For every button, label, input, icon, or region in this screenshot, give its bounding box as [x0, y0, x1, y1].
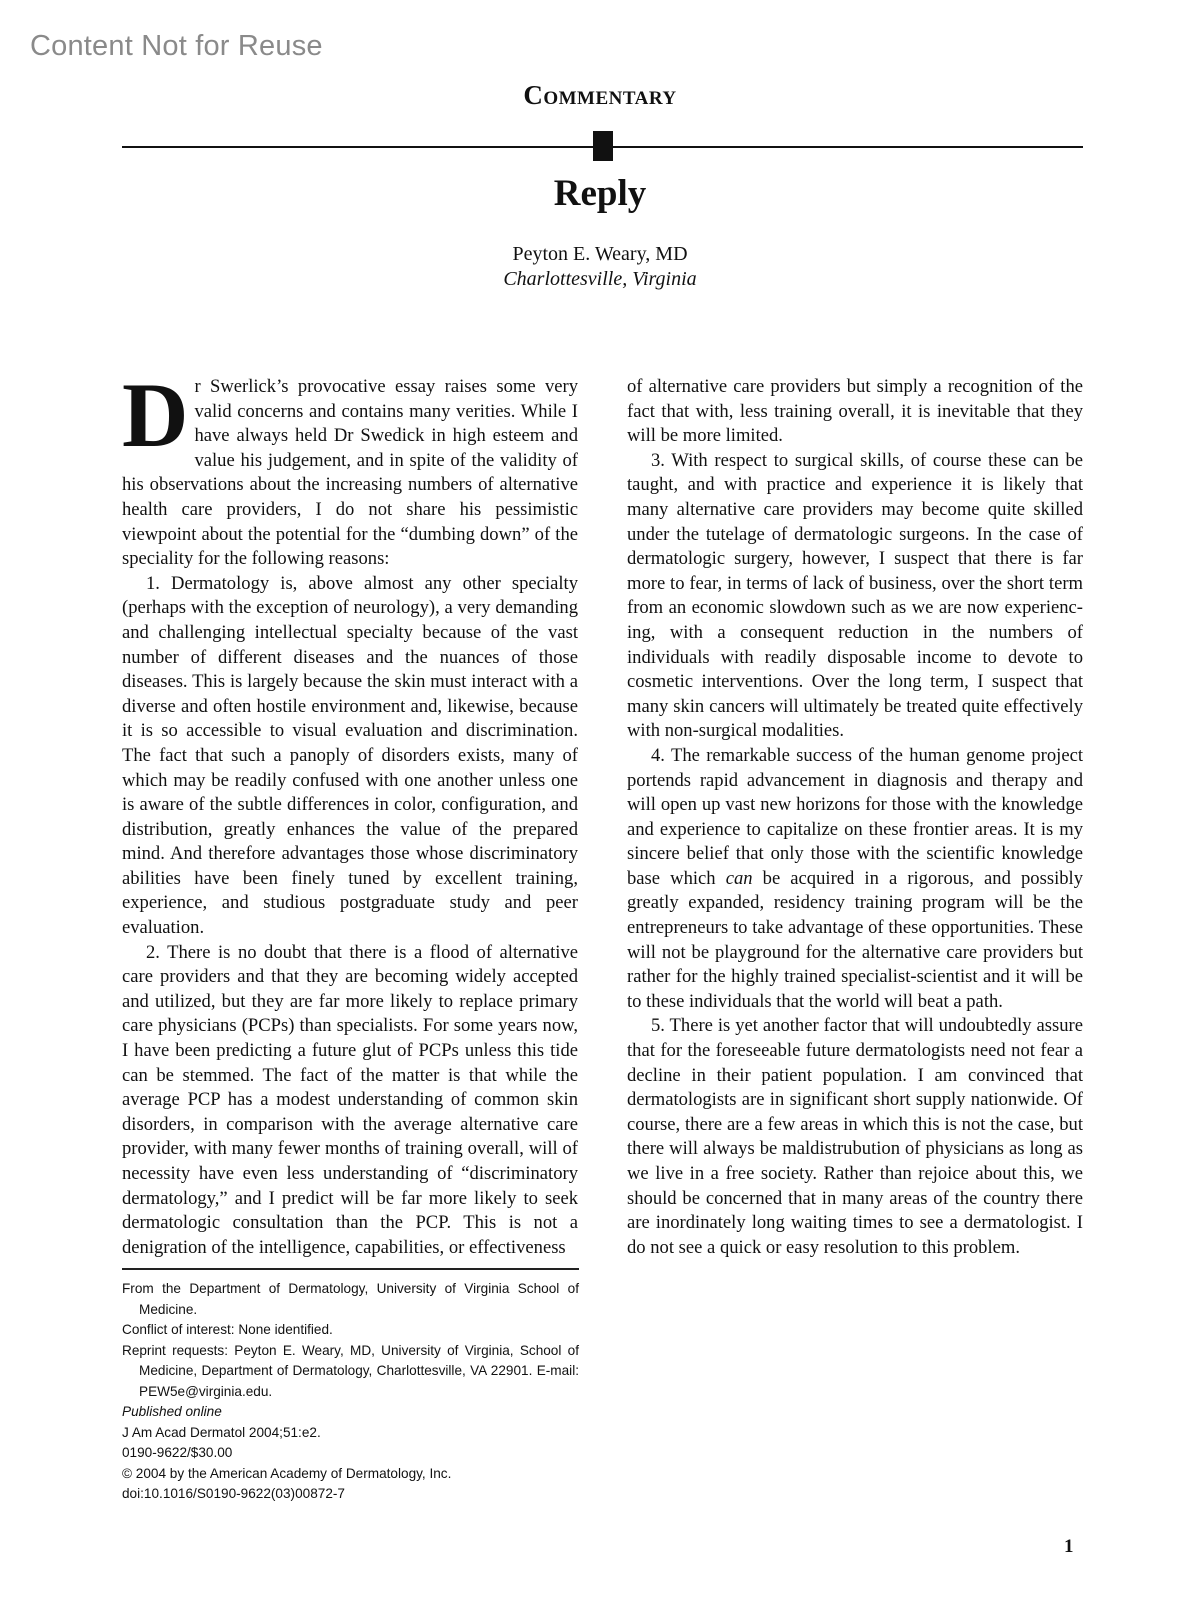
footnotes	[122, 1279, 579, 1505]
watermark: Content Not for Reuse	[30, 30, 323, 62]
paragraph-intro-text: r Swerlick’s provocative essay raises some very valid concerns and contains many verities. While I have always held Dr Swedick in high esteem and value his judgement, and in spite of the validity of his observations about the increasing numbers of alternative health care providers, I do not share his pessimistic viewpoint about the potential for the “dumbing down” of the speciality for the following reasons:	[122, 376, 578, 570]
footnote-doi: doi:10.1016/S0190-9622(03)00872-7	[122, 1486, 345, 1501]
page-number: 1	[1064, 1536, 1074, 1557]
footnote-rule	[122, 1268, 579, 1270]
paragraph-point-5: 5. There is yet another factor that will undoubtedly assure that for the foreseeable future dermatologists need not fear a decline in their patient population. I am convinced that dermatologists are in significant short supply nationwide. Of course, there are a few areas in which this is not the case, but there will always be maldistrubution of physicians as long as we live in a free society. Rather than rejoice about this, we should be concerned that in many areas of the country there are inordinately long waiting times to see a dermatologist. I do not see a quick or easy resolution to this problem.	[627, 1015, 1083, 1258]
paragraph-point-4-text-end: be acquired in a rigorous, and possibly greatly expanded, residency training program will be the entrepreneurs to take advantage of these opportunities. These will not be playground for the alternative care providers but rather for the highly trained specialist-scientist and it will be to these individuals that the world will beat a path.	[627, 867, 1083, 1012]
paragraph-point-4	[627, 744, 1083, 1015]
footnote-citation: J Am Acad Dermatol 2004;51:e2.	[122, 1424, 321, 1440]
footnote-affiliation: From the Department of Dermatology, University of Virginia School of Medicine.	[122, 1281, 579, 1317]
drop-cap: D	[122, 364, 189, 466]
right-column	[627, 375, 1083, 1260]
paragraph-intro	[122, 364, 578, 572]
footnote-issn: 0190-9622/$30.00	[122, 1445, 233, 1460]
footnote-copyright: © 2004 by the American Academy of Dermatology, Inc.	[122, 1465, 452, 1481]
section-label: Commentary	[523, 80, 677, 110]
footnote-published: Published online	[122, 1404, 222, 1419]
paragraph-point-2: 2. There is no doubt that there is a flood of alternative care providers and that they are becoming widely accepted and utilized, but they are far more likely to replace primary care physicians (PCPs) than specialists. For some years now, I have been predicting a future glut of PCPs unless this tide can be stemmed. The fact of the matter is that while the average PCP has a modest understanding of common skin disorders, in comparison with the average alternative care provider, with many fewer months of training overall, will of necessity have even less understanding of “discriminatory dermatology,” and I predict will be far more likely to seek dermatologic consultation than the PCP. This is not a denigration of the intelligence, capabilities, or effectiveness	[122, 941, 578, 1258]
footnote-reprint: Reprint requests: Peyton E. Weary, MD, University of Virginia, School of Medicine, Department of Dermatology, Charlottesville, VA 22901. E-mail: PEW5e@virginia.edu.	[122, 1342, 579, 1399]
header-rule-block	[593, 131, 613, 161]
paragraph-point-2-continued: of alternative care providers but simply a recognition of the fact that with, less training overall, it is inevitable that they will be more limited.	[627, 376, 1083, 447]
left-column	[122, 364, 578, 1260]
article-title: Reply	[553, 173, 647, 214]
author-location: Charlottesville, Virginia	[503, 268, 697, 290]
emphasis-can: can	[725, 867, 753, 889]
paragraph-point-1: 1. Dermatology is, above almost any other specialty (perhaps with the exception of neurology), a very demanding and challenging intellectual specialty because of the vast number of different diseases and the nuances of those diseases. This is largely because the skin must interact with a diverse and often hostile environment and, likewise, because it is so accessible to visual evaluation and discrimination. The fact that such a panoply of disorders exists, many of which may be readily confused with one another unless one is aware of the subtle differences in color, configuration, and distribution, greatly enhances the value of the prepared mind. And therefore advantages those whose discriminatory abilities have been finely tuned by excellent training, experience, and studious postgraduate study and peer evaluation.	[122, 572, 578, 939]
author-name: Peyton E. Weary, MD	[512, 243, 688, 265]
paragraph-point-3: 3. With respect to surgical skills, of course these can be taught, and with practice and experience it is likely that many alternative care providers may become quite skilled under the tutelage of dermatologic surgeons. In the case of dermatologic surgery, however, I suspect that there is far more to fear, in terms of lack of business, over the short term from an economic slowdown such as we are now experiencing, with a consequent reduction in the numbers of individuals with readily disposable income to devote to cosmetic interventions. Over the long term, I suspect that many skin cancers will ultimately be treated quite effectively with non-surgical modalities.	[627, 449, 1083, 742]
footnote-conflict: Conflict of interest: None identified.	[122, 1322, 333, 1337]
paragraph-point-4-text: 4. The remarkable success of the human genome project portends rapid advancement in diagnosis and therapy and will open up vast new horizons for those with the knowledge and experience to capitalize on these frontier areas. It is my sincere belief that only those with the scientific knowledge base which	[627, 744, 1083, 889]
